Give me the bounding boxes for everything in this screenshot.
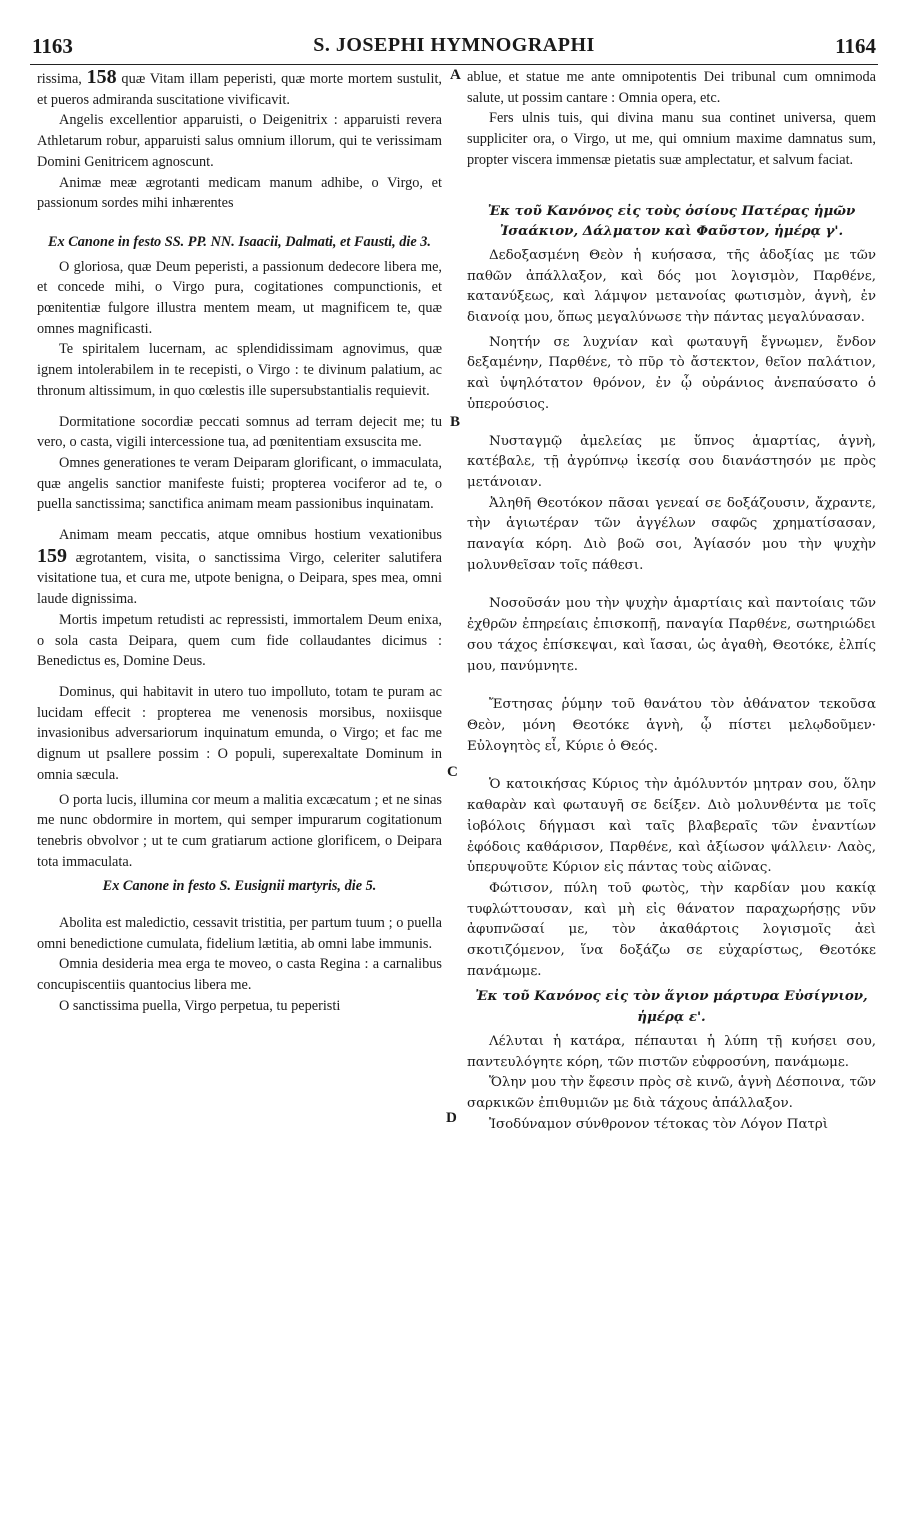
latin-paragraph: Animæ meæ ægrotanti medicam manum adhibe, o Virgo, et passionum sordes mihi inhærentes [37, 174, 442, 212]
page-number-left: 1163 [32, 34, 73, 58]
section-marker-b: B [450, 414, 461, 430]
page-number-right: 1164 [835, 34, 876, 58]
latin-paragraph: Fers ulnis tuis, qui divina manu sua continet universa, quem suppliciter ora, o Virgo, ut me, qui omnium maxime damnatus sum, propter viscera immensæ pietatis suæ amplectatur, et salvum faciat. [467, 110, 876, 168]
latin-paragraph: Omnes generationes te veram Deiparam glorificant, o immaculata, quæ angelis sanctior manifeste fuisti; propterea vociferor ad te, o puella sanctissima; sanctifica animam meam passionibus inquinatam. [37, 454, 442, 513]
greek-section-heading: Ἐκ τοῦ Κανόνος εἰς τοὺς ὁσίους Πατέρας ἡμῶν Ἰσαάκιον, Δάλματον καὶ Φαῦστον, ἡμέρᾳ γ'. [487, 202, 856, 240]
latin-paragraph: rissima, 158 quæ Vitam illam peperisti, quæ morte mortem sustulit, et pueros admiranda suscitatione vivificavit. [37, 66, 442, 108]
latin-column [37, 67, 442, 1017]
latin-paragraph: Angelis excellentior apparuisti, o Deigenitrix : apparuisti revera Athletarum robur, apparuisti salus omnium illorum, qui te verissimam Domini Genitricem agnoscunt. [37, 112, 442, 170]
greek-paragraph: Ἰσοδύναμον σύνθρονον τέτοκας τὸν Λόγον Πατρὶ [489, 1116, 829, 1132]
section-marker-a: A [450, 67, 461, 83]
latin-section-heading: Ex Canone in festo S. Eusignii martyris, die 5. [102, 878, 377, 895]
margin-number: 158 [86, 66, 117, 88]
section-marker-c: C [447, 764, 458, 780]
section-marker-d: D [446, 1110, 457, 1126]
latin-paragraph: Dominus, qui habitavit in utero tuo impolluto, totam te puram ac lucidam effecit : propterea me venenosis morsibus, noxiisque invasionibus adversariorum inquinatum emunda, o Virgo; et fac me dignum ut psallere possim : O populi, superexaltate Dominum in omnia sæcula. [37, 683, 442, 783]
greek-paragraph: Ἔστησας ῥύμην τοῦ θανάτου τὸν ἀθάνατον τεκοῦσα Θεὸν, μόνη Θεοτόκε ἁγνὴ, ᾧ πίστει μελῳδοῦμεν· Εὐλογητὸς εἶ, Κύριε ὁ Θεός. [467, 697, 876, 754]
greek-paragraph: Ὁ κατοικήσας Κύριος τὴν ἀμόλυντόν μητραν σου, ὅλην καθαρὰν καὶ φωταυγῆ σε δείξεν. Διὸ μολυνθέντα με τοῖς ἰοβόλοις δήγμασι καὶ ταῖς βλαβεραῖς τῶν ἐναντίων ἐφόδοις καθάρισον, Παρθένε, καὶ ἀξίωσον ψάλλειν· Λαὸς, ὑπερυψοῦτε Κύριον εἰς πάντας τοὺς αἰῶνας. [467, 777, 876, 876]
latin-paragraph: O gloriosa, quæ Deum peperisti, a passionum dedecore libera me, et concede mihi, o Virgo pura, cogitationes compunctionis, et pœnitentiæ fulgore illustra mentem meam, ut magnificem te, quæ omnes magnificasti. [37, 258, 442, 337]
latin-paragraph: Abolita est maledictio, cessavit tristitia, per partum tuum ; o puella omni benedictione cumulata, fidelium lætitia, ab omni labe immunis. [37, 915, 442, 952]
latin-section-heading: Ex Canone in festo SS. PP. NN. Isaacii, Dalmati, et Fausti, die 3. [47, 233, 431, 250]
running-title: S. JOSEPHI HYMNOGRAPHI [313, 34, 595, 56]
margin-number: 159 [37, 544, 67, 567]
greek-column [467, 67, 876, 1135]
latin-paragraph: Te spiritalem lucernam, ac splendidissimam agnovimus, quæ ignem intolerabilem in te recepisti, o Virgo : te divinum palatium, ac thronum altissimum, in quo cœlestis ille supersubstantialis requievit. [37, 341, 442, 399]
greek-paragraph: Νοσοῦσάν μου τὴν ψυχὴν ἁμαρτίαις καὶ παντοίαις τῶν ἐχθρῶν ἐπηρείαις ἐπισκοπῇ, παναγία Παρθένε, σωτηριώδει σου τάχος ἐπίσκεψαι, καὶ ἴασαι, ὡς ἀγαθὴ, Θεοτόκε, ἐλπίς μου, πανύμνητε. [467, 596, 876, 674]
greek-paragraph: Δεδοξασμένη Θεὸν ἡ κυήσασα, τῆς ἀδοξίας με τῶν παθῶν ἀπάλλαξον, καὶ δός μοι λογισμὸν, Παρθένε, κατανύξεως, καὶ λάμψον μετανοίας φωτισμὸν, ἁγνὴ, ἐν διανοίᾳ μου, ὅπως μεγαλύνωσε τὴν πάντας μεγαλύνασαν. [467, 247, 876, 326]
latin-paragraph: Dormitatione socordiæ peccati somnus ad terram dejecit me; tu vero, o casta, vigili intercessione tua, ad pœnitentiam exsuscita me. [37, 413, 442, 451]
greek-paragraph: Λέλυται ἡ κατάρα, πέπαυται ἡ λύπη τῇ κυήσει σου, παντευλόγητε κόρη, τῶν πιστῶν εὐφροσύνη, πανάμωμε. [467, 1033, 876, 1070]
latin-paragraph: Omnia desideria mea erga te moveo, o casta Regina : a carnalibus concupiscentiis quantocius libera me. [37, 956, 442, 994]
greek-section-heading: Ἐκ τοῦ Κανόνος εἰς τὸν ἅγιον μάρτυρα Εὐσίγνιον, ἡμέρᾳ ε'. [475, 988, 868, 1026]
greek-paragraph: Ὅλην μου τὴν ἔφεσιν πρὸς σὲ κινῶ, ἁγνὴ Δέσποινα, τῶν σαρκικῶν ἐπιθυμιῶν με διὰ τάχους ἀπάλλαξον. [467, 1075, 876, 1111]
greek-paragraph: Φώτισον, πύλη τοῦ φωτὸς, τὴν καρδίαν μου κακίᾳ τυφλώττουσαν, καὶ μὴ εἰς θάνατον παραχωρήσῃς νῦν ἀφυπνῶσαί με, τὸν ἀκαθάρτοις λογισμοῖς ἀεὶ σκοτιζόμενον, ἵνα δοξάζω σε εὐχαρίστως, Θεοτόκε πανάμωμε. [467, 880, 876, 979]
greek-paragraph: Νοητήν σε λυχνίαν καὶ φωταυγῆ ἔγνωμεν, ἔνδον δεξαμένην, Παρθένε, τὸ πῦρ τὸ ἄστεκτον, θεῖον παλάτιον, καὶ ὑψηλότατον θρόνον, ἐν ᾧ οὐράνιος ἀνεπαύσατο ὁ ὑπερούσιος. [467, 334, 876, 412]
greek-paragraph: Νυσταγμῷ ἀμελείας με ὕπνος ἁμαρτίας, ἁγνὴ, κατέβαλε, τῇ ἀγρύπνῳ ἱκεσίᾳ σου διανάστησόν με πρὸς μετάνοιαν. [467, 433, 876, 490]
latin-paragraph: O porta lucis, illumina cor meum a malitia excæcatum ; et ne sinas me nunc obdormire in mortem, qui semper impurarum cogitationum tenebris obvolvor ; ut te cum gratiarum actione glorificem, o Deipara tota immaculata. [37, 791, 442, 870]
latin-paragraph: O sanctissima puella, Virgo perpetua, tu peperisti [59, 997, 341, 1014]
latin-paragraph: Mortis impetum retudisti ac repressisti, immortalem Deum enixa, o sola casta Deipara, quem cum fide collaudantes dicimus : Benedictus es, Domine Deus. [37, 611, 442, 670]
latin-paragraph: ablue, et statue me ante omnipotentis Dei tribunal cum omnimoda salute, ut possim cantare : Omnia opera, etc. [467, 69, 876, 106]
page-header [30, 34, 878, 65]
latin-paragraph: Animam meam peccatis, atque omnibus hostium vexationibus 159 ægrotantem, visita, o sanctissima Virgo, celeriter salutifera visitatione tua, et cura me, utpote benigna, o Deipara, spes mea, omni laude dignissima. [37, 527, 442, 608]
greek-paragraph: Ἀληθῆ Θεοτόκον πᾶσαι γενεαί σε δοξάζουσιν, ἄχραντε, τὴν ἁγιωτέραν τῶν ἀγγέλων σαφῶς χρηματίσασαν, παναγία κόρη. Διὸ βοῶ σοι, Ἁγίασόν μου τὴν ψυχὴν μολυνθεῖσαν τοῖς πάθεσι. [467, 495, 876, 573]
